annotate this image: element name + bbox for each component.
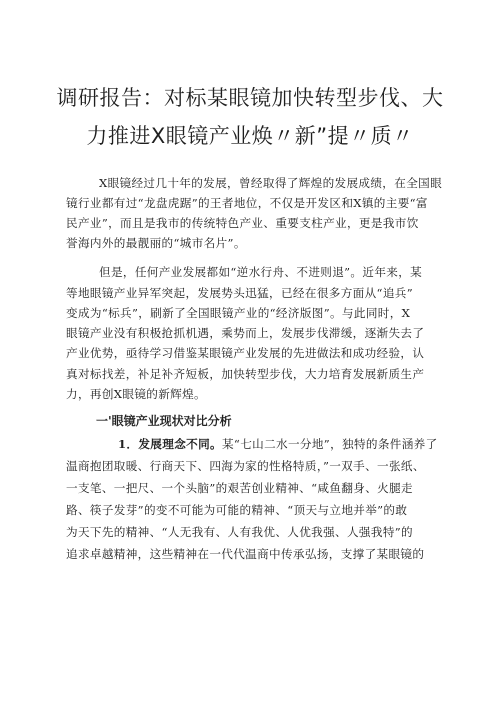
paragraph-1-line: X眼镜经过几十年的发展，曾经取得了辉煌的发展成绩，在全国眼 [99,176,443,190]
subsection-1-lead: 1．发展理念不同。 [118,437,222,451]
paragraph-2-line: 变成为“标兵”，刷新了全国眼镜产业的“经济版图”。与此同时，X [66,306,411,320]
section-heading: 一'眼镜产业现状对比分析 [96,414,232,428]
subsection-1-line: 追求卓越精神，这些精神在一代代温商中传承弘扬，支撑了某眼镜的 [66,547,425,561]
paragraph-2-line: 等地眼镜产业异军突起，发展势头迅猛，已经在很多方面从“追兵” [66,286,413,300]
paragraph-1-line: 民产业”，而且是我市的传统特色产业、重要支柱产业，更是我市饮 [66,216,419,230]
paragraph-2-line: 真对标找差，补足补齐短板，加快转型步伐，大力培育发展新质生产 [66,367,425,381]
document-title-line-2: 力推进X眼镜产业焕〃新”提〃质〃 [86,124,414,148]
subsection-1-line: 路、筷子发芽”的变不可能为可能的精神、“顶天与立地并举”的敢 [66,503,408,517]
subsection-1-line: 温商抱团取暖、行商天下、四海为家的性格特质，”一双手、一张纸、 [66,459,425,473]
document-title-line-1: 调研报告：对标某眼镜加快转型步伐、大 [56,86,444,110]
subsection-1-line: 一支笔、一把尺、一个头脑”的艰苦创业精神、“咸鱼翻身、火腿走 [66,481,413,495]
paragraph-1-line: 镜行业都有过“龙盘虎踞”的王者地位，不仅是开发区和X镇的主要“富 [66,196,428,210]
subsection-1-first-line [118,437,438,451]
subsection-1-first-text: 某“七山二水一分地”，独特的条件涵养了 [221,437,438,451]
paragraph-2-line: 眼镜产业没有积极抢抓机遇，乘势而上，发展步伐滞缓，逐渐失去了 [66,326,425,340]
paragraph-1-line: 誉海内外的最靓丽的“城市名片”。 [66,236,246,250]
paragraph-2-line: 力，再创X眼镜的新辉煌。 [66,387,206,401]
subsection-1-line: 为天下先的精神、“人无我有、人有我优、人优我强、人强我特”的 [66,525,413,539]
paragraph-2-line: 产业优势，亟待学习借鉴某眼镜产业发展的先进做法和成功经验，认 [66,346,425,360]
paragraph-2-line: 但是，任何产业发展都如“逆水行舟、不进则退”。近年来，某 [99,265,423,279]
